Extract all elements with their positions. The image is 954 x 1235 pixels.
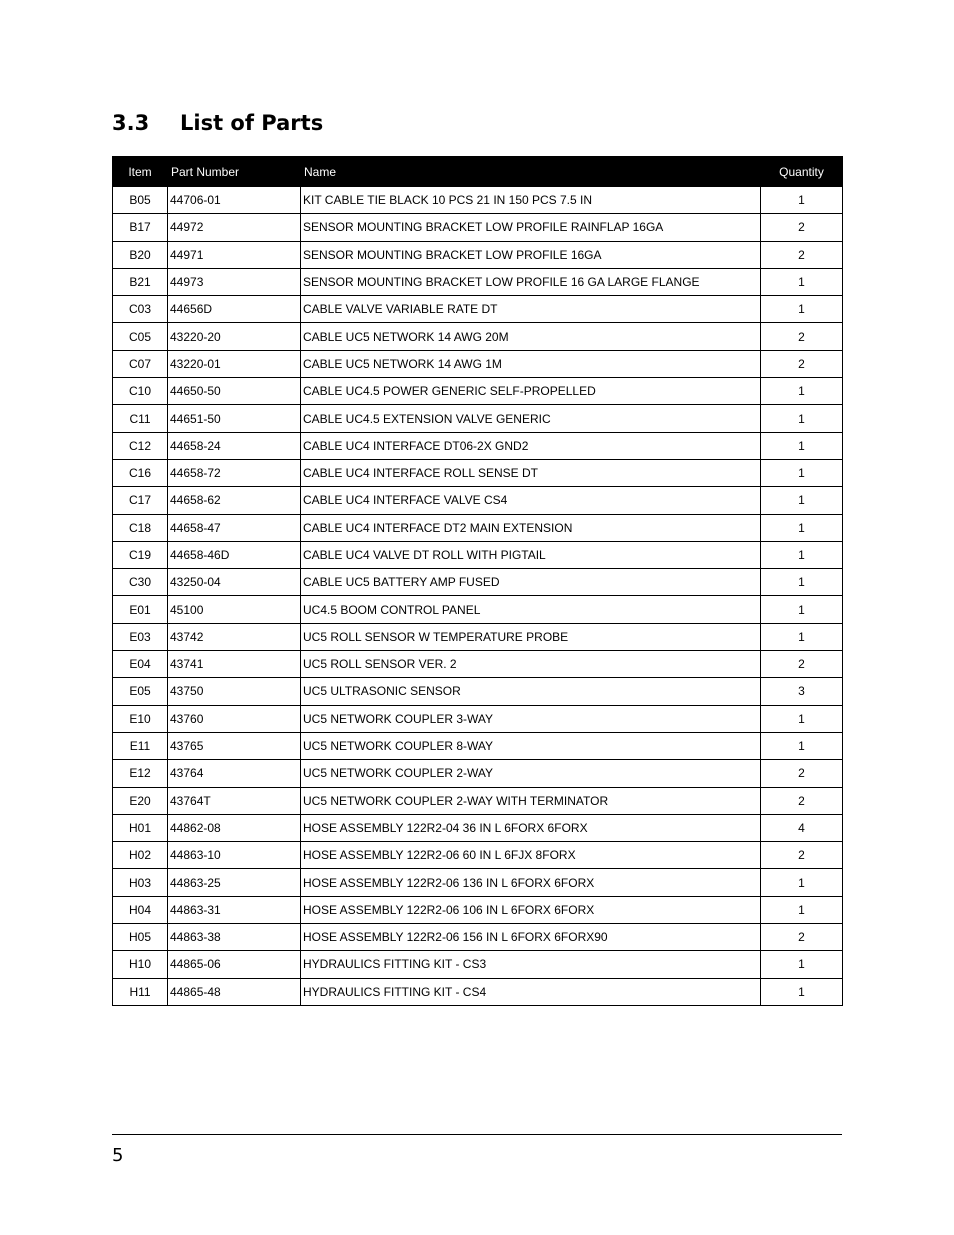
cell-item: E10 bbox=[113, 705, 168, 732]
cell-part-number: 43764 bbox=[168, 760, 301, 787]
cell-quantity: 1 bbox=[761, 705, 843, 732]
cell-part-number: 44651-50 bbox=[168, 405, 301, 432]
cell-name: KIT CABLE TIE BLACK 10 PCS 21 IN 150 PCS 7.5 IN bbox=[301, 187, 761, 214]
table-row bbox=[113, 678, 843, 705]
cell-part-number: 44973 bbox=[168, 268, 301, 295]
cell-quantity: 2 bbox=[761, 214, 843, 241]
cell-quantity: 1 bbox=[761, 405, 843, 432]
cell-item: C07 bbox=[113, 350, 168, 377]
cell-name: UC5 ROLL SENSOR VER. 2 bbox=[301, 651, 761, 678]
cell-name: UC4.5 BOOM CONTROL PANEL bbox=[301, 596, 761, 623]
cell-quantity: 1 bbox=[761, 487, 843, 514]
cell-name: HYDRAULICS FITTING KIT - CS4 bbox=[301, 978, 761, 1005]
cell-item: H04 bbox=[113, 896, 168, 923]
table-row bbox=[113, 459, 843, 486]
cell-quantity: 3 bbox=[761, 678, 843, 705]
cell-part-number: 44862-08 bbox=[168, 814, 301, 841]
cell-item: E05 bbox=[113, 678, 168, 705]
cell-item: H10 bbox=[113, 951, 168, 978]
cell-name: HOSE ASSEMBLY 122R2-06 60 IN L 6FJX 8FORX bbox=[301, 842, 761, 869]
cell-part-number: 43220-01 bbox=[168, 350, 301, 377]
cell-part-number: 45100 bbox=[168, 596, 301, 623]
table-row bbox=[113, 951, 843, 978]
cell-part-number: 44863-31 bbox=[168, 896, 301, 923]
table-row bbox=[113, 842, 843, 869]
cell-part-number: 44706-01 bbox=[168, 187, 301, 214]
cell-quantity: 1 bbox=[761, 623, 843, 650]
cell-name: CABLE UC4.5 EXTENSION VALVE GENERIC bbox=[301, 405, 761, 432]
table-row bbox=[113, 896, 843, 923]
cell-quantity: 4 bbox=[761, 814, 843, 841]
cell-item: C19 bbox=[113, 541, 168, 568]
cell-item: B05 bbox=[113, 187, 168, 214]
cell-name: UC5 ULTRASONIC SENSOR bbox=[301, 678, 761, 705]
table-row bbox=[113, 268, 843, 295]
cell-quantity: 1 bbox=[761, 569, 843, 596]
cell-name: SENSOR MOUNTING BRACKET LOW PROFILE RAINFLAP 16GA bbox=[301, 214, 761, 241]
cell-quantity: 2 bbox=[761, 350, 843, 377]
cell-quantity: 1 bbox=[761, 978, 843, 1005]
cell-part-number: 44658-62 bbox=[168, 487, 301, 514]
cell-quantity: 1 bbox=[761, 432, 843, 459]
cell-item: C11 bbox=[113, 405, 168, 432]
parts-table-body bbox=[113, 187, 843, 1006]
cell-item: H05 bbox=[113, 924, 168, 951]
table-row bbox=[113, 296, 843, 323]
cell-quantity: 2 bbox=[761, 651, 843, 678]
table-row bbox=[113, 514, 843, 541]
cell-name: CABLE UC5 BATTERY AMP FUSED bbox=[301, 569, 761, 596]
table-row bbox=[113, 323, 843, 350]
table-row bbox=[113, 541, 843, 568]
page-number: 5 bbox=[112, 1145, 124, 1166]
cell-name: CABLE UC4 INTERFACE ROLL SENSE DT bbox=[301, 459, 761, 486]
cell-part-number: 43741 bbox=[168, 651, 301, 678]
cell-part-number: 43250-04 bbox=[168, 569, 301, 596]
header-item: Item bbox=[113, 157, 168, 187]
cell-name: CABLE UC4 VALVE DT ROLL WITH PIGTAIL bbox=[301, 541, 761, 568]
table-row bbox=[113, 378, 843, 405]
cell-name: SENSOR MOUNTING BRACKET LOW PROFILE 16 GA LARGE FLANGE bbox=[301, 268, 761, 295]
cell-quantity: 2 bbox=[761, 241, 843, 268]
cell-name: UC5 ROLL SENSOR W TEMPERATURE PROBE bbox=[301, 623, 761, 650]
cell-item: E12 bbox=[113, 760, 168, 787]
table-row bbox=[113, 405, 843, 432]
cell-name: SENSOR MOUNTING BRACKET LOW PROFILE 16GA bbox=[301, 241, 761, 268]
cell-part-number: 44972 bbox=[168, 214, 301, 241]
cell-quantity: 2 bbox=[761, 924, 843, 951]
cell-name: UC5 NETWORK COUPLER 3-WAY bbox=[301, 705, 761, 732]
cell-part-number: 44865-48 bbox=[168, 978, 301, 1005]
cell-quantity: 2 bbox=[761, 323, 843, 350]
cell-quantity: 1 bbox=[761, 296, 843, 323]
cell-part-number: 44650-50 bbox=[168, 378, 301, 405]
cell-item: C16 bbox=[113, 459, 168, 486]
cell-quantity: 1 bbox=[761, 459, 843, 486]
cell-name: HOSE ASSEMBLY 122R2-06 156 IN L 6FORX 6FORX90 bbox=[301, 924, 761, 951]
cell-name: CABLE UC4.5 POWER GENERIC SELF-PROPELLED bbox=[301, 378, 761, 405]
cell-name: CABLE UC4 INTERFACE VALVE CS4 bbox=[301, 487, 761, 514]
table-row bbox=[113, 924, 843, 951]
table-row bbox=[113, 487, 843, 514]
cell-name: UC5 NETWORK COUPLER 2-WAY WITH TERMINATOR bbox=[301, 787, 761, 814]
table-row bbox=[113, 705, 843, 732]
cell-part-number: 44971 bbox=[168, 241, 301, 268]
cell-item: H02 bbox=[113, 842, 168, 869]
table-row bbox=[113, 651, 843, 678]
header-part-number: Part Number bbox=[168, 157, 301, 187]
cell-quantity: 1 bbox=[761, 896, 843, 923]
table-row bbox=[113, 241, 843, 268]
cell-part-number: 44658-72 bbox=[168, 459, 301, 486]
table-row bbox=[113, 978, 843, 1005]
cell-item: E01 bbox=[113, 596, 168, 623]
cell-name: UC5 NETWORK COUPLER 2-WAY bbox=[301, 760, 761, 787]
table-row bbox=[113, 869, 843, 896]
cell-item: B17 bbox=[113, 214, 168, 241]
cell-item: C10 bbox=[113, 378, 168, 405]
cell-quantity: 1 bbox=[761, 596, 843, 623]
table-row bbox=[113, 732, 843, 759]
cell-item: B20 bbox=[113, 241, 168, 268]
cell-quantity: 2 bbox=[761, 842, 843, 869]
cell-item: B21 bbox=[113, 268, 168, 295]
cell-name: UC5 NETWORK COUPLER 8-WAY bbox=[301, 732, 761, 759]
cell-quantity: 1 bbox=[761, 268, 843, 295]
table-row bbox=[113, 187, 843, 214]
cell-item: C18 bbox=[113, 514, 168, 541]
cell-item: C17 bbox=[113, 487, 168, 514]
cell-quantity: 1 bbox=[761, 951, 843, 978]
cell-name: HOSE ASSEMBLY 122R2-06 136 IN L 6FORX 6FORX bbox=[301, 869, 761, 896]
cell-part-number: 43750 bbox=[168, 678, 301, 705]
cell-quantity: 1 bbox=[761, 732, 843, 759]
cell-part-number: 43742 bbox=[168, 623, 301, 650]
header-name: Name bbox=[301, 157, 761, 187]
cell-item: H11 bbox=[113, 978, 168, 1005]
cell-quantity: 2 bbox=[761, 760, 843, 787]
cell-part-number: 44658-47 bbox=[168, 514, 301, 541]
section-title: List of Parts bbox=[180, 111, 324, 135]
cell-name: HOSE ASSEMBLY 122R2-06 106 IN L 6FORX 6FORX bbox=[301, 896, 761, 923]
cell-part-number: 44863-25 bbox=[168, 869, 301, 896]
cell-part-number: 44863-38 bbox=[168, 924, 301, 951]
section-number: 3.3 bbox=[112, 111, 150, 135]
cell-quantity: 1 bbox=[761, 187, 843, 214]
section-heading bbox=[112, 108, 323, 138]
cell-part-number: 44865-06 bbox=[168, 951, 301, 978]
cell-item: E11 bbox=[113, 732, 168, 759]
cell-item: C05 bbox=[113, 323, 168, 350]
cell-part-number: 43765 bbox=[168, 732, 301, 759]
header-quantity: Quantity bbox=[761, 157, 843, 187]
cell-quantity: 1 bbox=[761, 541, 843, 568]
cell-quantity: 2 bbox=[761, 787, 843, 814]
parts-table bbox=[112, 156, 843, 1006]
table-row bbox=[113, 569, 843, 596]
cell-quantity: 1 bbox=[761, 378, 843, 405]
cell-part-number: 44658-24 bbox=[168, 432, 301, 459]
cell-part-number: 44656D bbox=[168, 296, 301, 323]
table-row bbox=[113, 787, 843, 814]
cell-item: H03 bbox=[113, 869, 168, 896]
cell-name: HYDRAULICS FITTING KIT - CS3 bbox=[301, 951, 761, 978]
cell-part-number: 43220-20 bbox=[168, 323, 301, 350]
footer-divider bbox=[112, 1134, 842, 1135]
cell-part-number: 44863-10 bbox=[168, 842, 301, 869]
table-row bbox=[113, 760, 843, 787]
cell-name: HOSE ASSEMBLY 122R2-04 36 IN L 6FORX 6FORX bbox=[301, 814, 761, 841]
cell-name: CABLE UC4 INTERFACE DT2 MAIN EXTENSION bbox=[301, 514, 761, 541]
cell-name: CABLE UC4 INTERFACE DT06-2X GND2 bbox=[301, 432, 761, 459]
cell-name: CABLE UC5 NETWORK 14 AWG 20M bbox=[301, 323, 761, 350]
table-row bbox=[113, 596, 843, 623]
cell-part-number: 43760 bbox=[168, 705, 301, 732]
cell-part-number: 44658-46D bbox=[168, 541, 301, 568]
cell-name: CABLE VALVE VARIABLE RATE DT bbox=[301, 296, 761, 323]
cell-item: C03 bbox=[113, 296, 168, 323]
cell-part-number: 43764T bbox=[168, 787, 301, 814]
cell-item: E03 bbox=[113, 623, 168, 650]
table-header-row bbox=[113, 157, 843, 187]
table-row bbox=[113, 432, 843, 459]
cell-item: E04 bbox=[113, 651, 168, 678]
cell-item: E20 bbox=[113, 787, 168, 814]
cell-quantity: 1 bbox=[761, 869, 843, 896]
table-row bbox=[113, 623, 843, 650]
table-row bbox=[113, 214, 843, 241]
cell-name: CABLE UC5 NETWORK 14 AWG 1M bbox=[301, 350, 761, 377]
table-row bbox=[113, 350, 843, 377]
cell-item: C30 bbox=[113, 569, 168, 596]
cell-item: C12 bbox=[113, 432, 168, 459]
cell-item: H01 bbox=[113, 814, 168, 841]
table-row bbox=[113, 814, 843, 841]
cell-quantity: 1 bbox=[761, 514, 843, 541]
